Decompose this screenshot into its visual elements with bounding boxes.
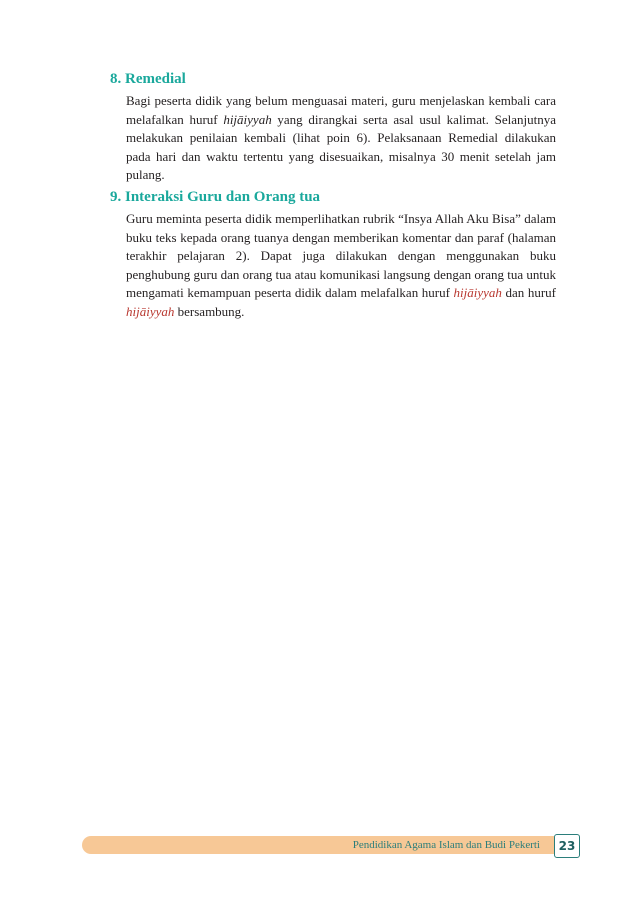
paragraph-text: bersambung. <box>174 303 245 319</box>
section-remedial <box>110 70 556 185</box>
italic-term: hijāiyyah <box>126 303 175 319</box>
section-paragraph <box>126 210 556 321</box>
section-heading: 9. Interaksi Guru dan Orang tua <box>110 189 321 205</box>
paragraph-text: yang dirangkai serta asal usul kalimat. Selanjutnya melakukan penilaian kembali (lihat poin 6). Pelaksanaan Remedial dilakukan pada hari dan waktu tertentu yang disesuaikan, misalnya 30 menit setelah jam pulang. <box>126 111 556 182</box>
paragraph-text: Bagi peserta didik yang belum menguasai materi, guru menjelaskan kembali cara melafalkan huruf <box>126 93 556 127</box>
footer-book-title: Pendidikan Agama Islam dan Budi Pekerti <box>352 839 540 851</box>
section-heading: 8. Remedial <box>110 71 186 87</box>
section-interaksi <box>110 188 556 321</box>
italic-term: hijāiyyah <box>223 111 272 127</box>
paragraph-text: dan huruf <box>501 285 556 300</box>
section-paragraph <box>126 92 556 185</box>
page-number-badge: 23 <box>554 834 580 858</box>
paragraph-text: Guru meminta peserta didik memperlihatkan rubrik “Insya Allah Aku Bisa” dalam buku teks kepada orang tuanya dengan memberikan komentar dan paraf (halaman terakhir pelajaran 2). Dapat juga dilakukan dengan menggunakan buku penghubung guru dan orang tua atau komunikasi langsung dengan orang tua untuk mengamati kemampuan peserta didik dalam melafalkan huruf <box>126 211 556 300</box>
italic-term: hijāiyyah <box>453 285 502 300</box>
